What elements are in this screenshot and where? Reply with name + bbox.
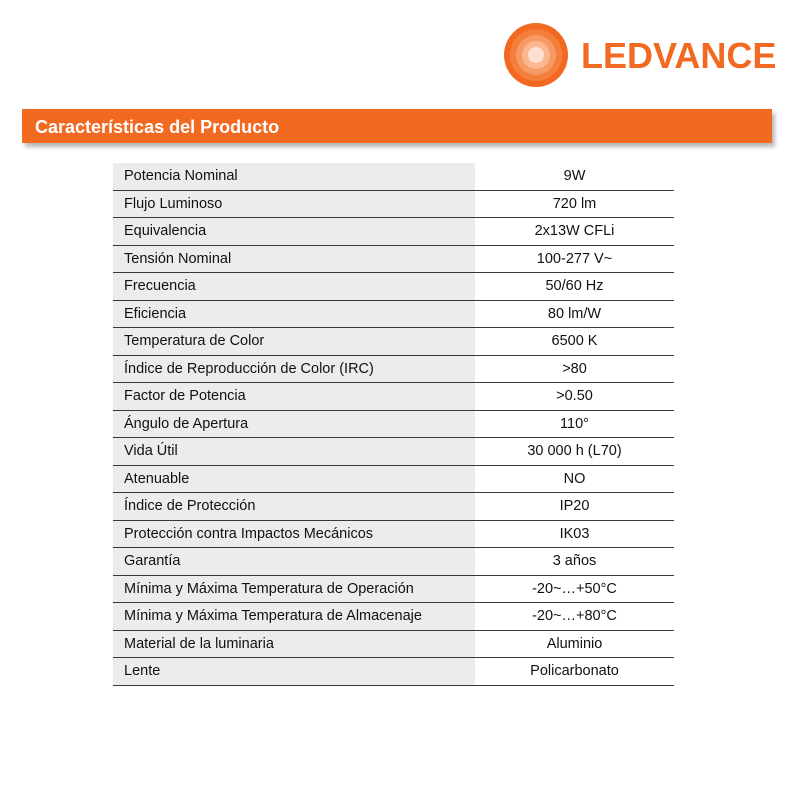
- spec-label: Índice de Protección: [113, 493, 475, 521]
- spec-label: Temperatura de Color: [113, 328, 475, 356]
- spec-label: Flujo Luminoso: [113, 190, 475, 218]
- spec-label: Potencia Nominal: [113, 163, 475, 190]
- spec-value: -20~…+80°C: [475, 603, 674, 631]
- spec-value: 3 años: [475, 548, 674, 576]
- spec-value: NO: [475, 465, 674, 493]
- spec-value: 6500 K: [475, 328, 674, 356]
- spec-row: [113, 245, 674, 273]
- spec-value: 80 lm/W: [475, 300, 674, 328]
- spec-row: [113, 410, 674, 438]
- spec-value: Aluminio: [475, 630, 674, 658]
- spec-label: Frecuencia: [113, 273, 475, 301]
- spec-row: [113, 520, 674, 548]
- spec-value: >80: [475, 355, 674, 383]
- spec-row: [113, 630, 674, 658]
- spec-label: Equivalencia: [113, 218, 475, 246]
- spec-label: Vida Útil: [113, 438, 475, 466]
- spec-value: 9W: [475, 163, 674, 190]
- spec-row: [113, 465, 674, 493]
- spec-row: [113, 548, 674, 576]
- spec-row: [113, 493, 674, 521]
- spec-row: [113, 190, 674, 218]
- brand-name: LEDVANCE: [581, 35, 777, 76]
- spec-label: Factor de Potencia: [113, 383, 475, 411]
- spec-row: [113, 438, 674, 466]
- spec-value: 100-277 V~: [475, 245, 674, 273]
- section-title: Características del Producto: [35, 117, 280, 137]
- ledvance-logo: [503, 22, 777, 88]
- spec-row: [113, 328, 674, 356]
- spec-label: Mínima y Máxima Temperatura de Operación: [113, 575, 475, 603]
- spec-value: -20~…+50°C: [475, 575, 674, 603]
- spec-row: [113, 575, 674, 603]
- spec-label: Protección contra Impactos Mecánicos: [113, 520, 475, 548]
- spec-row: [113, 163, 674, 190]
- spec-label: Eficiencia: [113, 300, 475, 328]
- spec-row: [113, 355, 674, 383]
- spec-row: [113, 300, 674, 328]
- spec-value: 2x13W CFLi: [475, 218, 674, 246]
- ledvance-circle-icon: [503, 22, 569, 88]
- spec-value: Policarbonato: [475, 658, 674, 686]
- spec-value: 720 lm: [475, 190, 674, 218]
- spec-row: [113, 218, 674, 246]
- spec-label: Material de la luminaria: [113, 630, 475, 658]
- spec-value: 110°: [475, 410, 674, 438]
- spec-value: 50/60 Hz: [475, 273, 674, 301]
- spec-label: Ángulo de Apertura: [113, 410, 475, 438]
- spec-value: IK03: [475, 520, 674, 548]
- spec-row: [113, 273, 674, 301]
- spec-label: Atenuable: [113, 465, 475, 493]
- spec-label: Garantía: [113, 548, 475, 576]
- spec-label: Lente: [113, 658, 475, 686]
- spec-value: IP20: [475, 493, 674, 521]
- spec-row: [113, 658, 674, 686]
- spec-label: Índice de Reproducción de Color (IRC): [113, 355, 475, 383]
- spec-label: Tensión Nominal: [113, 245, 475, 273]
- spec-row: [113, 383, 674, 411]
- spec-table: [113, 163, 674, 686]
- spec-value: 30 000 h (L70): [475, 438, 674, 466]
- spec-value: >0.50: [475, 383, 674, 411]
- spec-row: [113, 603, 674, 631]
- section-banner: [22, 109, 772, 143]
- spec-label: Mínima y Máxima Temperatura de Almacenaje: [113, 603, 475, 631]
